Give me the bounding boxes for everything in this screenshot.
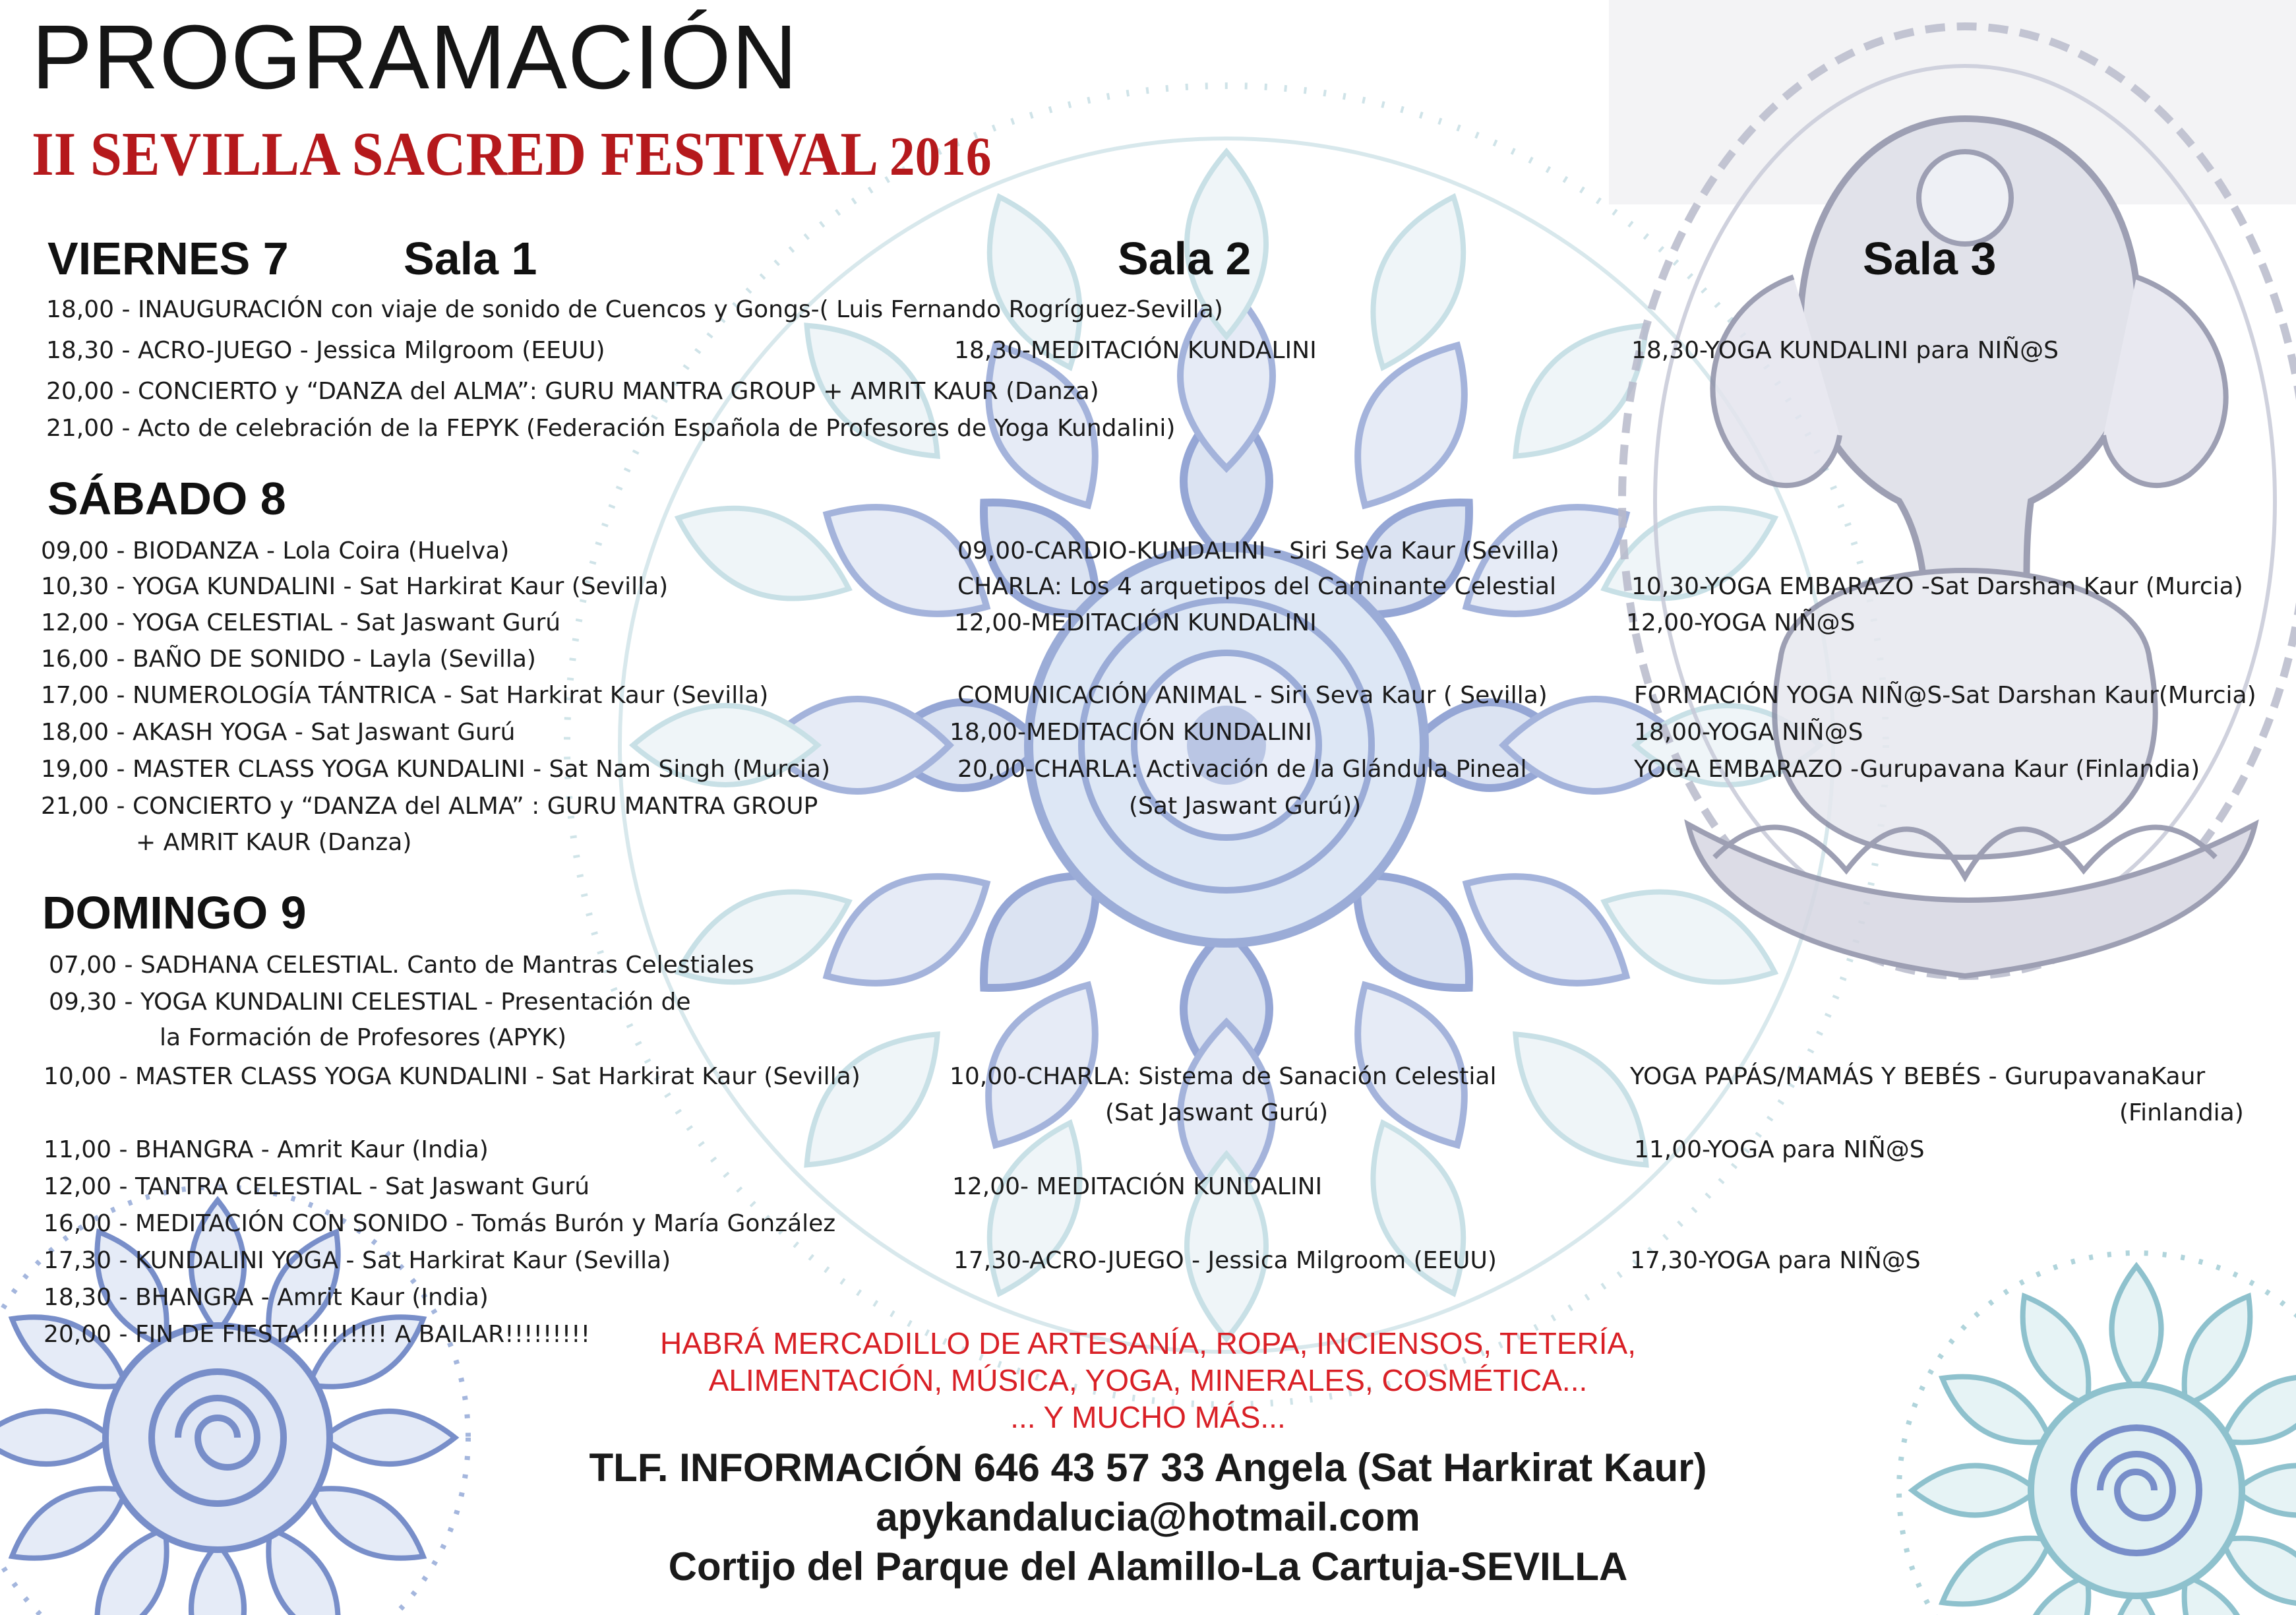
- sala-3-event: 18,30-YOGA KUNDALINI para NIÑ@S: [1631, 337, 2059, 364]
- sala-3-event: YOGA PAPÁS/MAMÁS Y BEBÉS - GurupavanaKaur: [1630, 1063, 2206, 1090]
- sala-1-event: 20,00 - FIN DE FIESTA!!!!!!!!! A BAILAR!!!!!!!!!: [44, 1321, 591, 1348]
- sala-3-event: 17,30-YOGA para NIÑ@S: [1630, 1247, 1921, 1274]
- schedule-row: [0, 1171, 2296, 1208]
- sala-1-event: 09,30 - YOGA KUNDALINI CELESTIAL - Presentación de: [49, 989, 691, 1016]
- schedule-row: [0, 1245, 2296, 1282]
- day-title-sabado: SÁBADO 8: [47, 473, 286, 524]
- sala-1-event: + AMRIT KAUR (Danza): [136, 829, 412, 856]
- festival-year: 2016: [889, 126, 992, 187]
- sala-1-event: 11,00 - BHANGRA - Amrit Kaur (India): [44, 1136, 489, 1163]
- sala-1-event: 18,00 - AKASH YOGA - Sat Jaswant Gurú: [41, 719, 516, 746]
- sala-2-event: 18,30-MEDITACIÓN KUNDALINI: [954, 337, 1317, 364]
- sala-2-event: 17,30-ACRO-JUEGO - Jessica Milgroom (EEUU): [953, 1247, 1497, 1274]
- sala-1-event: 18,00 - INAUGURACIÓN con viaje de sonido de Cuencos y Gongs-( Luis Fernando Rogríguez-Sevilla): [46, 296, 1223, 323]
- sala-3-event: 18,00-YOGA NIÑ@S: [1634, 719, 1863, 746]
- schedule-row: [0, 1022, 2296, 1059]
- sala-2-event: 10,00-CHARLA: Sistema de Sanación Celestial: [950, 1063, 1497, 1090]
- room-header-sala-2: Sala 2: [1118, 233, 1252, 284]
- schedule-row: [0, 335, 2296, 372]
- schedule-row: [0, 1282, 2296, 1319]
- sala-3-event: 10,30-YOGA EMBARAZO -Sat Darshan Kaur (Murcia): [1631, 573, 2243, 600]
- schedule-row: [0, 680, 2296, 717]
- schedule-row: [0, 1134, 2296, 1171]
- sala-1-event: 21,00 - Acto de celebración de la FEPYK (Federación Española de Profesores de Yoga Kundalini): [46, 415, 1176, 442]
- sala-1-event: 16,00 - BAÑO DE SONIDO - Layla (Sevilla): [41, 646, 536, 673]
- sala-3-event: (Finlandia): [2119, 1099, 2244, 1126]
- sala-1-event: 17,00 - NUMEROLOGÍA TÁNTRICA - Sat Harkirat Kaur (Sevilla): [41, 682, 769, 709]
- sala-1-event: 17,30 - KUNDALINI YOGA - Sat Harkirat Kaur (Sevilla): [44, 1247, 671, 1274]
- sala-2-event: (Sat Jaswant Gurú)): [1129, 793, 1362, 820]
- sala-2-event: COMUNICACIÓN ANIMAL - Siri Seva Kaur ( Sevilla): [957, 682, 1548, 709]
- market-notice-line-2: ALIMENTACIÓN, MÚSICA, YOGA, MINERALES, COSMÉTICA...: [708, 1363, 1588, 1397]
- schedule-row: [0, 1097, 2296, 1134]
- schedule-row: [0, 294, 2296, 331]
- sala-1-event: la Formación de Profesores (APYK): [160, 1024, 567, 1051]
- sala-2-event: (Sat Jaswant Gurú): [1105, 1099, 1329, 1126]
- sala-1-event: 12,00 - TANTRA CELESTIAL - Sat Jaswant Gurú: [44, 1173, 590, 1200]
- sala-1-event: 12,00 - YOGA CELESTIAL - Sat Jaswant Gurú: [41, 609, 561, 636]
- sala-1-event: 07,00 - SADHANA CELESTIAL. Canto de Mantras Celestiales: [49, 952, 754, 979]
- schedule-row: [0, 827, 2296, 864]
- page-title: PROGRAMACIÓN: [32, 7, 799, 108]
- schedule-row: [0, 413, 2296, 450]
- sala-2-event: CHARLA: Los 4 arquetipos del Caminante Celestial: [957, 573, 1557, 600]
- market-notice-line-1: HABRÁ MERCADILLO DE ARTESANÍA, ROPA, INCIENSOS, TETERÍA,: [659, 1326, 1637, 1360]
- sala-3-event: 11,00-YOGA para NIÑ@S: [1634, 1136, 1925, 1163]
- sala-1-event: 10,00 - MASTER CLASS YOGA KUNDALINI - Sat Harkirat Kaur (Sevilla): [44, 1063, 861, 1090]
- sala-1-event: 21,00 - CONCIERTO y “DANZA del ALMA” : GURU MANTRA GROUP: [41, 793, 818, 820]
- schedule-row: [0, 535, 2296, 572]
- schedule-row: [0, 1061, 2296, 1098]
- schedule-row: [0, 717, 2296, 754]
- schedule-row: [0, 754, 2296, 791]
- sala-1-event: 20,00 - CONCIERTO y “DANZA del ALMA”: GURU MANTRA GROUP + AMRIT KAUR (Danza): [46, 378, 1099, 405]
- day-title-viernes: VIERNES 7: [47, 233, 289, 284]
- schedule-row: [0, 1208, 2296, 1245]
- schedule-row: [0, 607, 2296, 644]
- sala-3-event: 12,00-YOGA NIÑ@S: [1626, 609, 1856, 636]
- market-notice-line-3: ... Y MUCHO MÁS...: [1010, 1400, 1286, 1434]
- venue-address: Cortijo del Parque del Alamillo-La Cartuja-SEVILLA: [668, 1544, 1628, 1589]
- sala-1-event: 18,30 - ACRO-JUEGO - Jessica Milgroom (EEUU): [46, 337, 605, 364]
- sala-1-event: 10,30 - YOGA KUNDALINI - Sat Harkirat Kaur (Sevilla): [41, 573, 669, 600]
- festival-name: II SEVILLA SACRED FESTIVAL: [32, 120, 876, 189]
- schedule-row: [0, 644, 2296, 681]
- sala-3-event: YOGA EMBARAZO -Gurupavana Kaur (Finlandia): [1634, 756, 2200, 783]
- contact-email[interactable]: apykandalucia@hotmail.com: [876, 1495, 1420, 1539]
- day-title-domingo: DOMINGO 9: [42, 887, 307, 938]
- schedule-row: [0, 376, 2296, 413]
- room-header-sala-3: Sala 3: [1863, 233, 1997, 284]
- schedule-row: [0, 791, 2296, 828]
- sala-2-event: 18,00-MEDITACIÓN KUNDALINI: [950, 719, 1312, 746]
- sala-1-event: 18,30 - BHANGRA - Amrit Kaur (India): [44, 1284, 489, 1311]
- schedule-row: [0, 987, 2296, 1023]
- schedule-row: [0, 950, 2296, 987]
- sala-2-event: 09,00-CARDIO-KUNDALINI - Siri Seva Kaur (Sevilla): [957, 537, 1559, 564]
- sala-2-event: 20,00-CHARLA: Activación de la Glándula Pineal: [957, 756, 1527, 783]
- schedule-row: [0, 571, 2296, 608]
- room-header-sala-1: Sala 1: [404, 233, 537, 284]
- contact-phone: TLF. INFORMACIÓN 646 43 57 33 Angela (Sat Harkirat Kaur): [589, 1446, 1707, 1490]
- sala-1-event: 16,00 - MEDITACIÓN CON SONIDO - Tomás Burón y María González: [44, 1210, 836, 1237]
- sala-2-event: 12,00-MEDITACIÓN KUNDALINI: [954, 609, 1317, 636]
- sala-2-event: 12,00- MEDITACIÓN KUNDALINI: [952, 1173, 1323, 1200]
- sala-1-event: 09,00 - BIODANZA - Lola Coira (Huelva): [41, 537, 510, 564]
- sala-3-event: FORMACIÓN YOGA NIÑ@S-Sat Darshan Kaur(Murcia): [1634, 682, 2256, 709]
- festival-title: [32, 119, 991, 190]
- sala-1-event: 19,00 - MASTER CLASS YOGA KUNDALINI - Sat Nam Singh (Murcia): [41, 756, 831, 783]
